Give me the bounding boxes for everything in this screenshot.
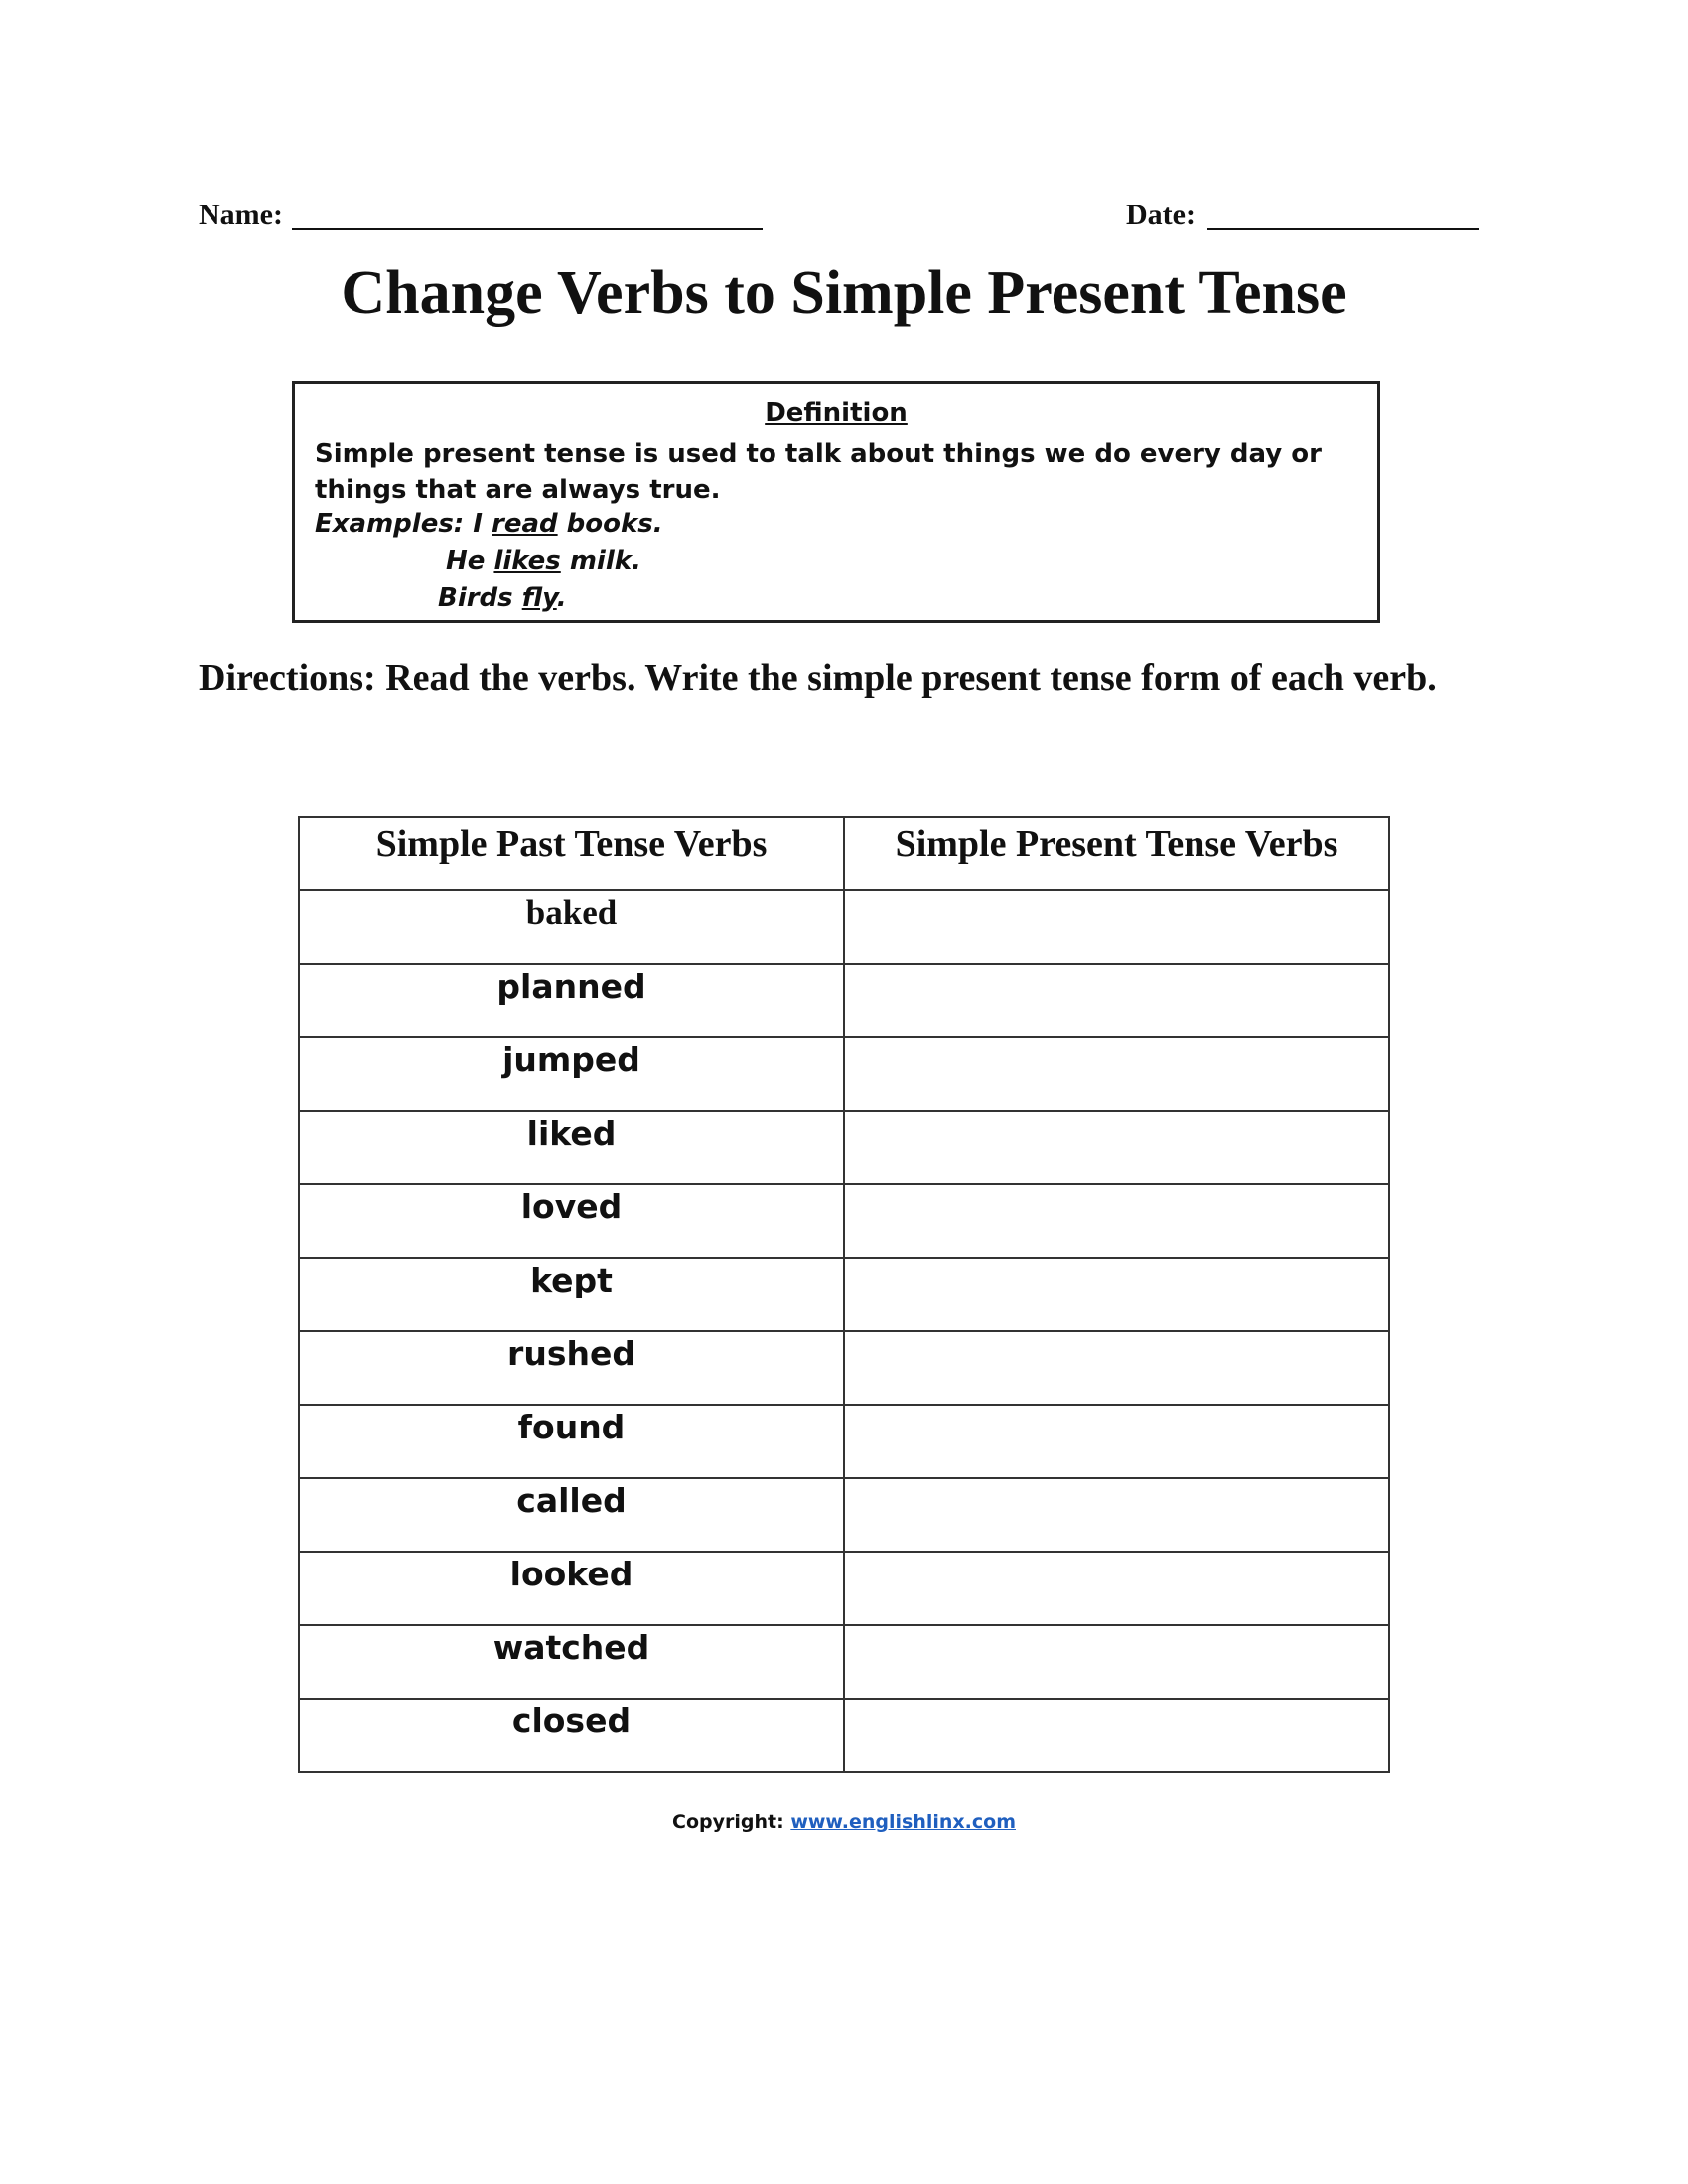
copyright-footer (0, 1811, 1688, 1833)
past-verb: called (299, 1478, 844, 1552)
website-link[interactable]: www.englishlinx.com (790, 1811, 1016, 1833)
definition-heading: Definition (765, 398, 908, 428)
page-title: Change Verbs to Simple Present Tense (341, 259, 1347, 327)
past-verb: liked (299, 1111, 844, 1184)
example-verb: likes (493, 546, 561, 576)
answer-cell[interactable] (844, 1405, 1389, 1478)
past-verb: closed (299, 1699, 844, 1772)
example-before: He (446, 546, 494, 576)
copyright-label: Copyright: (672, 1811, 784, 1833)
past-verb: watched (299, 1625, 844, 1699)
answer-cell[interactable] (844, 1331, 1389, 1405)
past-verb: planned (299, 964, 844, 1037)
example-after: . (556, 583, 567, 613)
table-row (299, 1111, 1389, 1184)
answer-cell[interactable] (844, 1699, 1389, 1772)
past-verb: jumped (299, 1037, 844, 1111)
date-field[interactable] (1207, 228, 1479, 230)
table-row (299, 1258, 1389, 1331)
example-after: books. (557, 509, 663, 539)
answer-cell[interactable] (844, 1037, 1389, 1111)
date-label: Date: (1126, 199, 1196, 231)
answer-cell[interactable] (844, 1111, 1389, 1184)
header-past-tense: Simple Past Tense Verbs (299, 817, 844, 890)
table-row (299, 964, 1389, 1037)
past-verb: loved (299, 1184, 844, 1258)
name-field[interactable] (292, 228, 763, 230)
example-verb: fly (521, 583, 557, 613)
answer-cell[interactable] (844, 964, 1389, 1037)
table-row (299, 1331, 1389, 1405)
past-verb: found (299, 1405, 844, 1478)
answer-cell[interactable] (844, 1478, 1389, 1552)
answer-cell[interactable] (844, 890, 1389, 964)
table-row (299, 1699, 1389, 1772)
verb-table (298, 816, 1390, 1773)
table-row (299, 1625, 1389, 1699)
past-verb: baked (299, 890, 844, 964)
table-row (299, 890, 1389, 964)
answer-cell[interactable] (844, 1184, 1389, 1258)
example-line-1 (315, 509, 663, 539)
table-row (299, 1478, 1389, 1552)
table-row (299, 1405, 1389, 1478)
example-before: I (473, 509, 492, 539)
past-verb: rushed (299, 1331, 844, 1405)
answer-cell[interactable] (844, 1552, 1389, 1625)
example-before: Birds (438, 583, 522, 613)
answer-cell[interactable] (844, 1258, 1389, 1331)
example-line-3 (438, 583, 567, 613)
header-present-tense: Simple Present Tense Verbs (844, 817, 1389, 890)
directions-text: Directions: Read the verbs. Write the simple present tense form of each verb. (199, 657, 1437, 699)
table-row (299, 1184, 1389, 1258)
table-header-row (299, 817, 1389, 890)
example-verb: read (492, 509, 558, 539)
examples-label: Examples: (315, 509, 465, 539)
table-row (299, 1552, 1389, 1625)
answer-cell[interactable] (844, 1625, 1389, 1699)
table-row (299, 1037, 1389, 1111)
definition-text: Simple present tense is used to talk about things we do every day or things that are always true. (315, 439, 1322, 505)
name-label: Name: (199, 199, 283, 231)
example-after: milk. (560, 546, 641, 576)
past-verb: looked (299, 1552, 844, 1625)
definition-box (292, 381, 1380, 623)
past-verb: kept (299, 1258, 844, 1331)
example-line-2 (446, 546, 641, 576)
